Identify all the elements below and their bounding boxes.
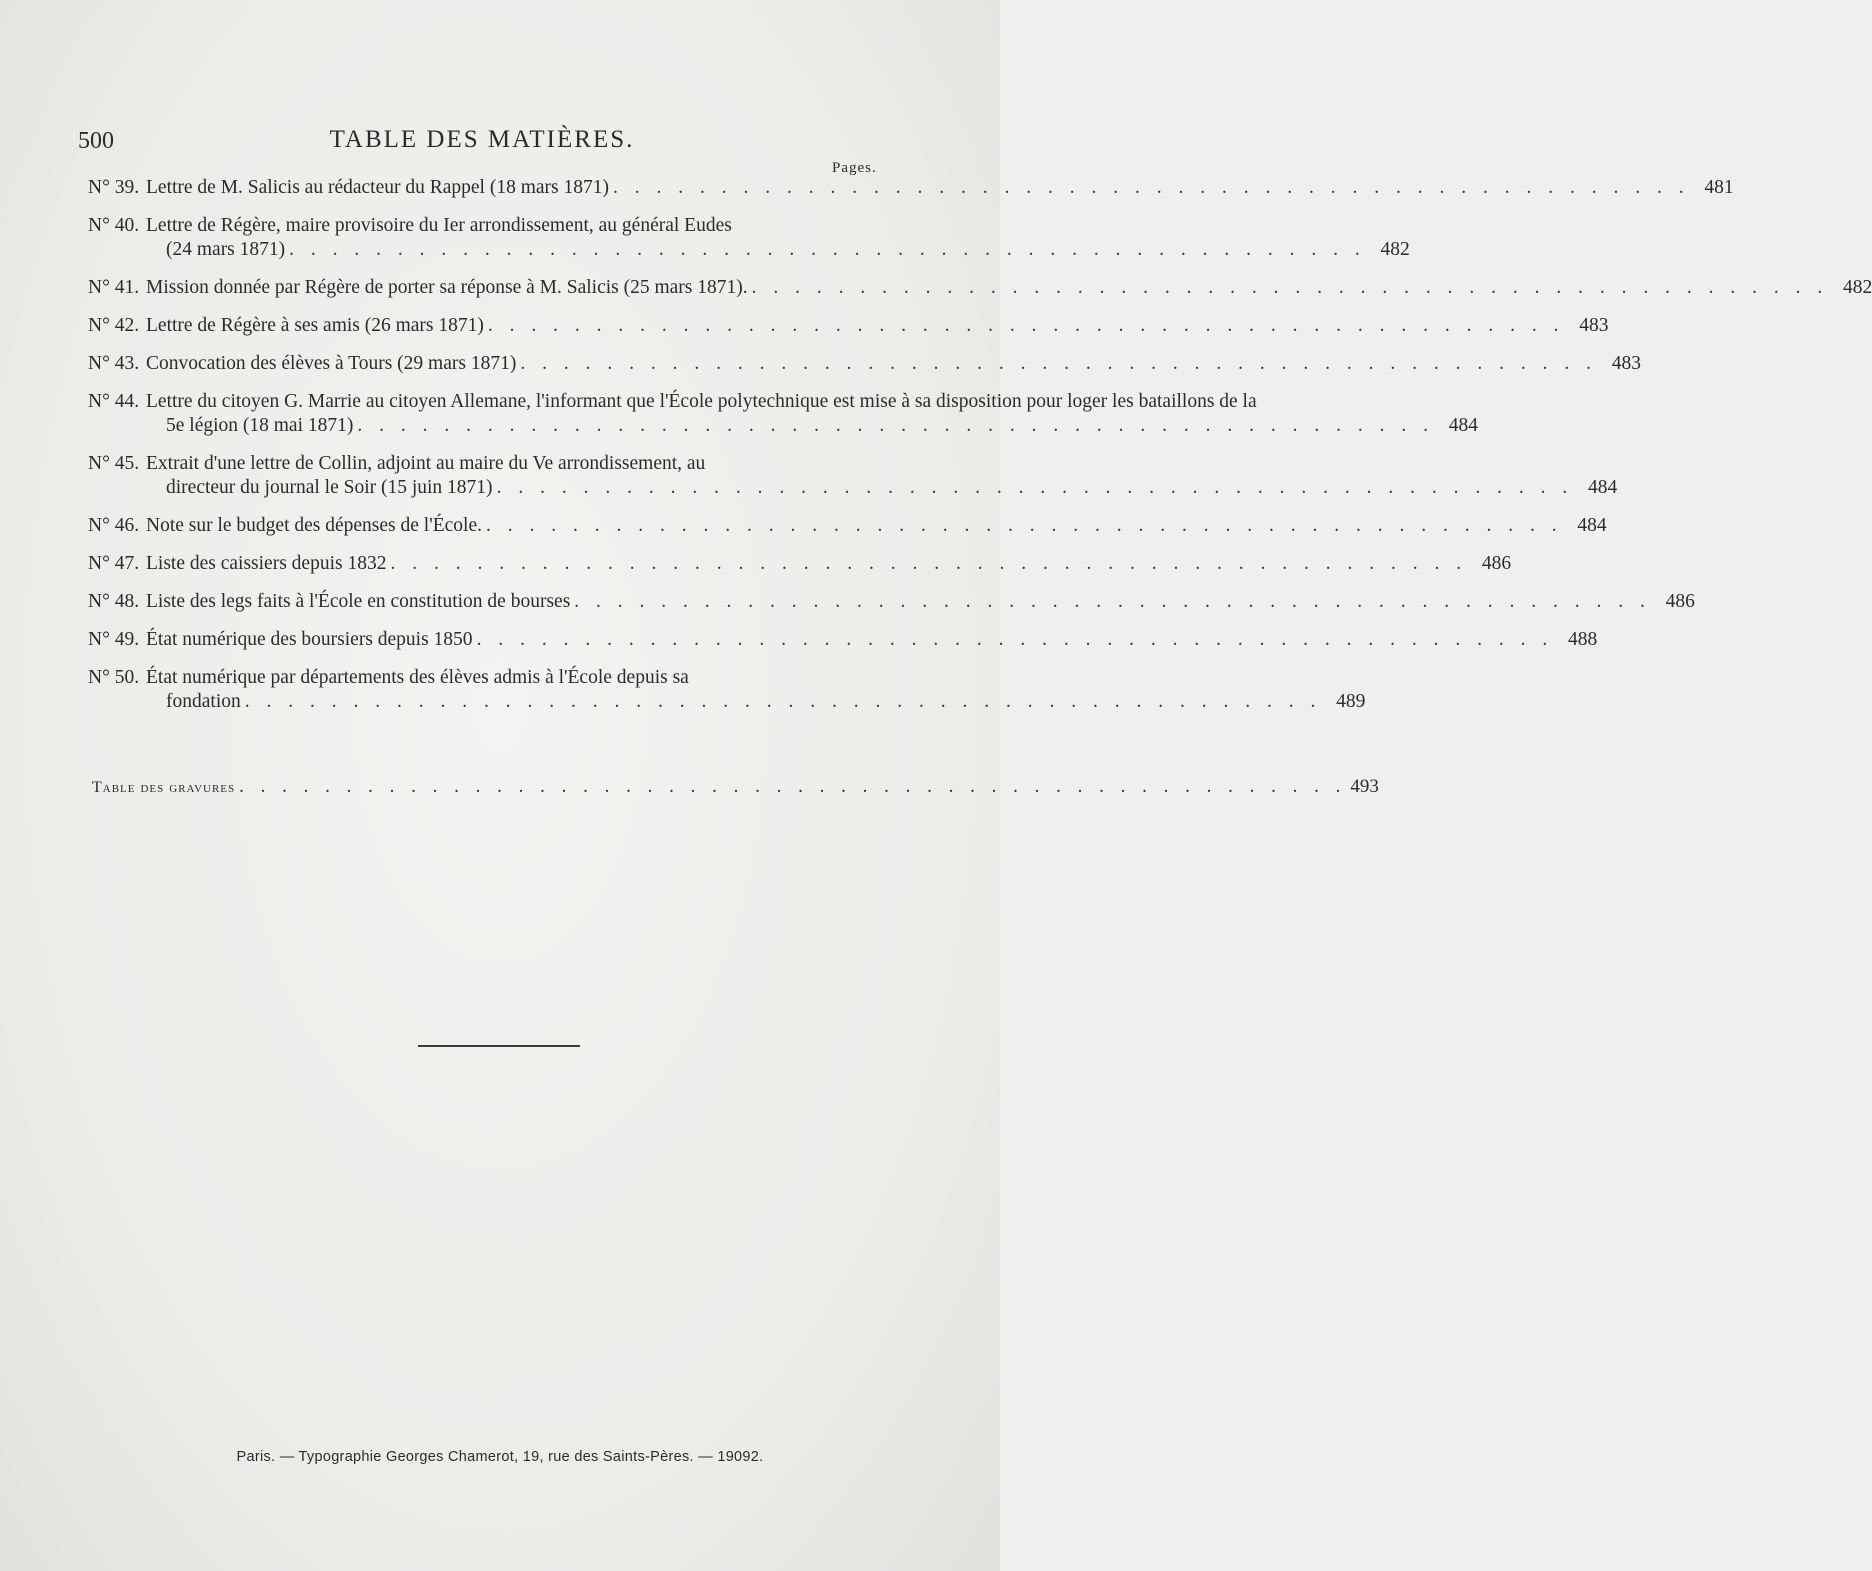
entry-line: directeur du journal le Soir (15 juin 1871) <box>166 477 493 498</box>
entry-number: N° 45. <box>88 453 140 474</box>
entry-text <box>146 176 1734 200</box>
entry-number: N° 46. <box>88 515 140 536</box>
leader-dots: . . . . . . . . . . . . . . . . . . . . . . . . . . . . . . . . . . . . . . . . . . . . . . . . . . <box>244 691 1322 712</box>
entry-text <box>146 514 1607 538</box>
entry-text <box>146 276 1872 300</box>
entry-page: 481 <box>1704 177 1734 198</box>
gravures-page: 493 <box>1350 776 1379 797</box>
entry-line: Lettre de Régère à ses amis (26 mars 1871) <box>146 315 484 336</box>
leader-dots: . . . . . . . . . . . . . . . . . . . . . . . . . . . . . . . . . . . . . . . . . . . . . . . . . . <box>751 277 1829 298</box>
entry-number: N° 41. <box>88 277 140 298</box>
entry-line: Lettre du citoyen G. Marrie au citoyen Allemane, l'informant que l'École polytechnique est mise à sa disposition pour loger les bataillons de la <box>146 391 1257 412</box>
toc-entry[interactable] <box>88 514 1607 538</box>
entry-line: Liste des caissiers depuis 1832 <box>146 553 387 574</box>
page-header <box>78 122 886 162</box>
entry-page: 484 <box>1587 477 1618 498</box>
gravures-label: Table des gravures <box>92 779 236 796</box>
toc-entry[interactable] <box>88 552 1512 576</box>
entry-number: N° 48. <box>88 591 140 612</box>
entry-number: N° 50. <box>88 667 140 688</box>
entry-text <box>146 352 1641 376</box>
toc-entry[interactable] <box>88 352 1641 376</box>
table-of-contents <box>88 176 1872 728</box>
toc-entry[interactable] <box>88 666 1366 714</box>
leader-dots: . . . . . . . . . . . . . . . . . . . . . . . . . . . . . . . . . . . . . . . . . . . . . . . . . . <box>496 477 1574 498</box>
leader-dots: . . . . . . . . . . . . . . . . . . . . . . . . . . . . . . . . . . . . . . . . . . . . . . . . . . <box>612 177 1690 198</box>
leader-dots: . . . . . . . . . . . . . . . . . . . . . . . . . . . . . . . . . . . . . . . . . . . . . . . . . . <box>390 553 1468 574</box>
entry-text <box>146 552 1511 576</box>
toc-entry[interactable] <box>88 452 1618 500</box>
entry-page: 488 <box>1567 629 1598 650</box>
leader-dots: . . . . . . . . . . . . . . . . . . . . . . . . . . . . . . . . . . . . . . . . . . . . . . . . . . <box>486 515 1563 536</box>
entry-line: fondation <box>166 691 241 712</box>
entry-line: (24 mars 1871) <box>166 239 286 260</box>
entry-page: 482 <box>1380 239 1410 260</box>
entry-line: État numérique par départements des élèves admis à l'École depuis sa <box>146 667 689 688</box>
entry-line: Liste des legs faits à l'École en constitution de bourses <box>146 591 571 612</box>
entry-line: Extrait d'une lettre de Collin, adjoint au maire du Ve arrondissement, au <box>146 453 706 474</box>
entry-line: Lettre de Régère, maire provisoire du Ier arrondissement, au général Eudes <box>146 215 732 236</box>
leader-dots: . . . . . . . . . . . . . . . . . . . . . . . . . . . . . . . . . . . . . . . . . . . . . . . . . . <box>289 239 1366 260</box>
entry-number: N° 42. <box>88 315 140 336</box>
toc-entry[interactable] <box>88 176 1734 200</box>
entry-number: N° 49. <box>88 629 140 650</box>
toc-entry[interactable] <box>88 276 1872 300</box>
entry-number: N° 43. <box>88 353 140 374</box>
toc-entry[interactable] <box>88 314 1609 338</box>
running-title: TABLE DES MATIÈRES. <box>329 126 635 153</box>
entry-number: N° 47. <box>88 553 140 574</box>
entry-page: 482 <box>1843 277 1872 298</box>
leader-dots: . . . . . . . . . . . . . . . . . . . . . . . . . . . . . . . . . . . . . . . . . . . . . . . . . . <box>357 415 1434 436</box>
entry-line: État numérique des boursiers depuis 1850 <box>146 629 473 650</box>
page-number: 500 <box>78 128 114 154</box>
toc-entry[interactable] <box>88 214 1410 262</box>
entry-page: 483 <box>1611 353 1641 374</box>
entry-page: 483 <box>1579 315 1609 336</box>
printer-imprint: Paris. — Typographie Georges Chamerot, 19, rue des Saints-Pères. — 19092. <box>236 1449 764 1465</box>
entry-line: Mission donnée par Régère de porter sa réponse à M. Salicis (25 mars 1871). <box>146 277 748 298</box>
entry-text <box>146 590 1695 614</box>
entry-text <box>146 628 1597 652</box>
entry-line: 5e légion (18 mai 1871) <box>166 415 354 436</box>
leader-dots: . . . . . . . . . . . . . . . . . . . . . . . . . . . . . . . . . . . . . . . . . . . . . . . . . . <box>487 315 1565 336</box>
entry-text <box>146 214 1410 262</box>
entry-page: 486 <box>1481 553 1512 574</box>
toc-entry[interactable] <box>88 590 1695 614</box>
entry-number: N° 44. <box>88 391 140 412</box>
entry-text <box>146 452 1617 500</box>
entry-line: Convocation des élèves à Tours (29 mars 1871) <box>146 353 517 374</box>
entry-text <box>146 666 1365 714</box>
divider-rule <box>418 1045 580 1047</box>
entry-text <box>146 314 1609 338</box>
entry-page: 484 <box>1448 415 1478 436</box>
leader-dots: . . . . . . . . . . . . . . . . . . . . . . . . . . . . . . . . . . . . . . . . . . . . . . . . . . <box>520 353 1597 374</box>
entry-page: 489 <box>1336 691 1366 712</box>
pages-column-label: Pages. <box>832 160 877 176</box>
entry-line: Note sur le budget des dépenses de l'École. <box>146 515 482 536</box>
entry-page: 486 <box>1665 591 1695 612</box>
toc-entry[interactable] <box>88 628 1598 652</box>
leader-dots: . . . . . . . . . . . . . . . . . . . . . . . . . . . . . . . . . . . . . . . . . . . . . . . . . . <box>476 629 1554 650</box>
toc-entry-gravures[interactable] <box>92 776 1379 798</box>
entry-number: N° 39. <box>88 177 140 198</box>
entry-line: Lettre de M. Salicis au rédacteur du Rappel (18 mars 1871) <box>146 177 609 198</box>
entry-page: 484 <box>1577 515 1607 536</box>
leader-dots: . . . . . . . . . . . . . . . . . . . . . . . . . . . . . . . . . . . . . . . . . . . . . . . . . . . . <box>239 776 1347 797</box>
entry-text <box>146 390 1478 438</box>
leader-dots: . . . . . . . . . . . . . . . . . . . . . . . . . . . . . . . . . . . . . . . . . . . . . . . . . . <box>574 591 1651 612</box>
entry-number: N° 40. <box>88 215 140 236</box>
toc-entry[interactable] <box>88 390 1478 438</box>
